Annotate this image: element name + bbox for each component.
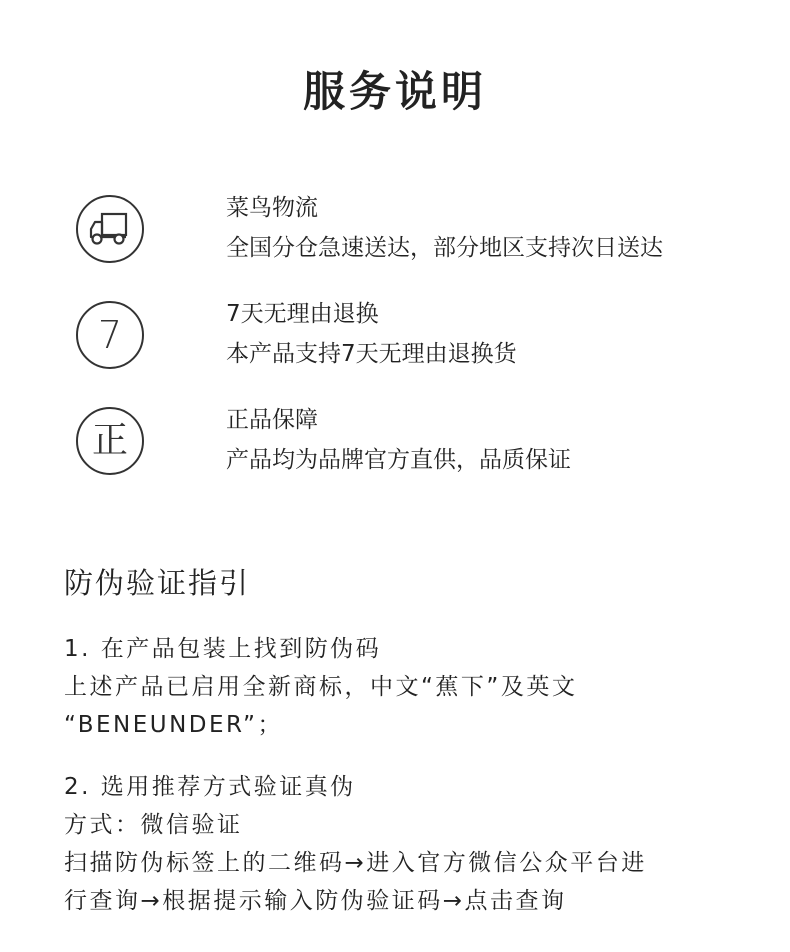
truck-icon-svg bbox=[88, 211, 132, 247]
service-authentic bbox=[76, 407, 776, 479]
service-return bbox=[76, 301, 776, 373]
step-title: 1. 在产品包装上找到防伪码 bbox=[64, 636, 382, 662]
service-title: 7天无理由退换 bbox=[226, 301, 379, 327]
step-1 bbox=[64, 630, 764, 744]
step-line: 方式：微信验证 bbox=[64, 812, 243, 838]
service-logistics bbox=[76, 195, 776, 267]
service-title: 菜鸟物流 bbox=[226, 195, 318, 221]
step-line: “BENEUNDER”； bbox=[64, 712, 283, 738]
service-description: 全国分仓急速送达，部分地区支持次日送达 bbox=[226, 235, 663, 261]
seven-icon bbox=[76, 301, 144, 369]
service-title: 正品保障 bbox=[226, 407, 318, 433]
service-description: 产品均为品牌官方直供，品质保证 bbox=[226, 447, 571, 473]
page-title: 服务说明 bbox=[302, 67, 487, 116]
zheng-icon bbox=[76, 407, 144, 475]
step-title: 2. 选用推荐方式验证真伪 bbox=[64, 774, 356, 800]
anti-fake-steps bbox=[64, 630, 764, 944]
truck-icon bbox=[76, 195, 144, 263]
step-2 bbox=[64, 768, 764, 920]
step-line: 行查询→根据提示输入防伪验证码→点击查询 bbox=[64, 888, 567, 914]
step-line: 扫描防伪标签上的二维码→进入官方微信公众平台进 bbox=[64, 850, 647, 876]
step-line: 上述产品已启用全新商标，中文“蕉下”及英文 bbox=[64, 674, 578, 700]
seven-icon-text: 7 bbox=[97, 313, 123, 357]
anti-fake-heading: 防伪验证指引 bbox=[64, 566, 251, 600]
service-description: 本产品支持7天无理由退换货 bbox=[226, 341, 517, 367]
zheng-icon-text: 正 bbox=[91, 420, 128, 461]
